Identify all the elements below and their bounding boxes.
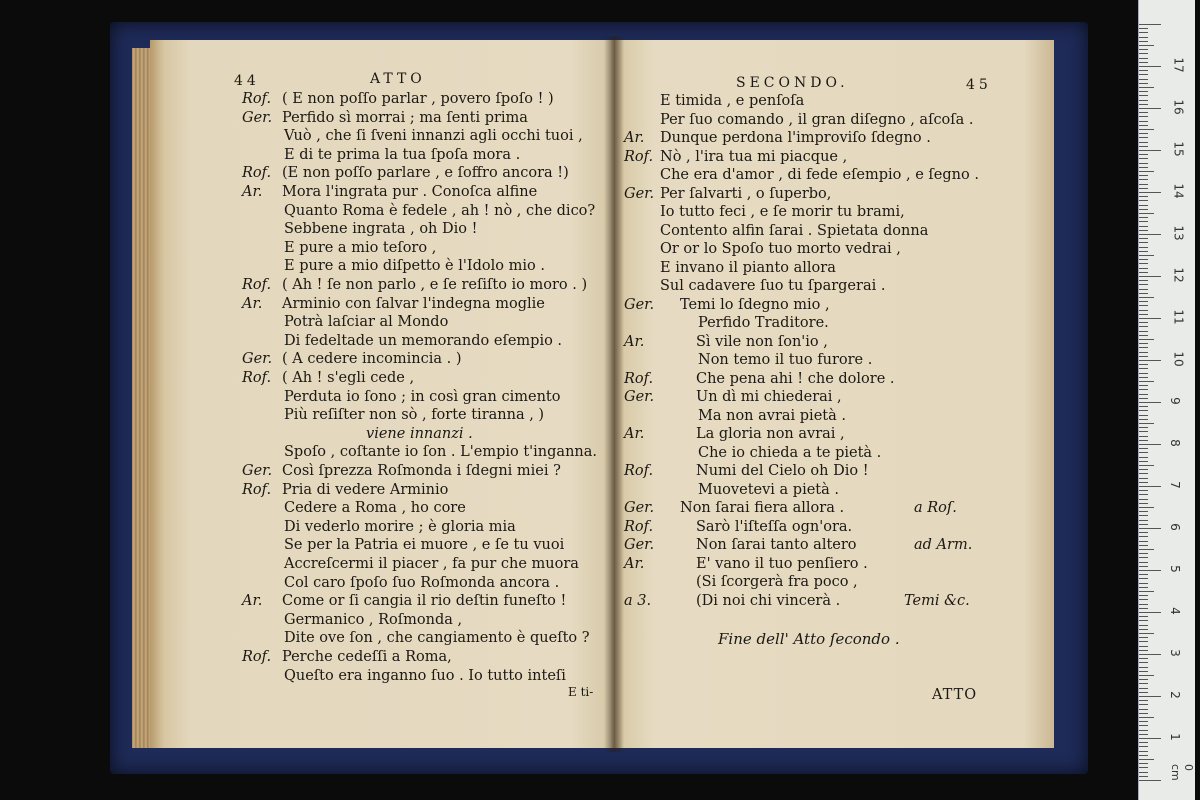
ruler-tick bbox=[1139, 242, 1148, 243]
verse-line: ( Ah ! s'egli cede , bbox=[282, 370, 415, 386]
verse-line: Per ſuo comando , il gran diſegno , aſcoſa . bbox=[660, 111, 974, 128]
ruler-tick bbox=[1139, 528, 1161, 529]
verse-line: Come or ſi cangia il rio deſtin funeſto ! bbox=[282, 593, 567, 610]
ruler-tick bbox=[1139, 654, 1161, 655]
verse-line: Sul cadavere ſuo tu ſpargerai . bbox=[660, 278, 886, 294]
ruler-tick bbox=[1139, 238, 1148, 239]
verse-line: Spoſo , coſtante io ſon . L'empio t'inganna. bbox=[284, 444, 598, 461]
verse-line: E di te prima la tua ſpoſa mora . bbox=[284, 146, 521, 163]
ruler-tick bbox=[1139, 62, 1148, 63]
ruler-tick bbox=[1139, 377, 1148, 378]
speaker-label: Ger. bbox=[242, 109, 273, 126]
ruler-tick bbox=[1139, 213, 1154, 214]
ruler-tick bbox=[1139, 179, 1148, 180]
ruler-tick bbox=[1139, 268, 1148, 269]
ruler-tick bbox=[1139, 717, 1154, 718]
verse-line: Non temo il tuo furore . bbox=[698, 352, 873, 368]
ruler-tick bbox=[1139, 650, 1148, 651]
ruler-tick bbox=[1139, 154, 1148, 155]
ruler-tick bbox=[1139, 196, 1148, 197]
ruler-tick bbox=[1139, 751, 1148, 752]
ruler-tick bbox=[1139, 646, 1148, 647]
ruler-number: 15 bbox=[1171, 141, 1186, 157]
verse-line: La gloria non avrai , bbox=[696, 426, 845, 442]
ruler-tick bbox=[1139, 150, 1161, 151]
ruler-number: 10 bbox=[1171, 351, 1186, 367]
ruler-tick bbox=[1139, 545, 1148, 546]
stage-note: Temi &c. bbox=[904, 592, 970, 609]
verse-line: Non ſarai fiera allora . bbox=[680, 500, 845, 516]
ruler-number: 9 bbox=[1167, 397, 1182, 405]
stage-note: a Roſ. bbox=[914, 500, 957, 516]
ruler-tick bbox=[1139, 373, 1148, 374]
ruler-tick bbox=[1139, 24, 1161, 25]
ruler-tick bbox=[1139, 604, 1148, 605]
speaker-label: Ger. bbox=[624, 185, 655, 202]
speaker-label: Rof. bbox=[624, 518, 654, 535]
ruler-tick bbox=[1139, 578, 1148, 579]
ruler-tick bbox=[1139, 696, 1161, 697]
ruler-tick bbox=[1139, 734, 1148, 735]
ruler-tick bbox=[1139, 759, 1154, 760]
ruler-tick bbox=[1139, 251, 1148, 252]
speaker-label: Rof. bbox=[624, 148, 654, 165]
speaker-label: Rof. bbox=[624, 463, 654, 479]
ruler-tick bbox=[1139, 704, 1148, 705]
ruler-tick bbox=[1139, 587, 1148, 588]
ruler-number: 6 bbox=[1167, 523, 1182, 531]
left-page bbox=[150, 40, 616, 748]
verse-line: Di vederlo morire ; è gloria mia bbox=[284, 518, 516, 535]
ruler-tick bbox=[1139, 289, 1148, 290]
ruler-tick bbox=[1139, 629, 1148, 630]
verse-line: E pure a mio diſpetto è l'Idolo mio . bbox=[284, 258, 545, 275]
book-gutter bbox=[604, 36, 624, 752]
verse-line: Numi del Cielo oh Dio ! bbox=[696, 463, 869, 479]
ruler-tick bbox=[1139, 532, 1148, 533]
ruler-number: 8 bbox=[1167, 439, 1182, 447]
verse-line: Sì vile non ſon'io , bbox=[696, 333, 828, 350]
ruler-tick bbox=[1139, 335, 1148, 336]
ruler-tick bbox=[1139, 402, 1161, 403]
verse-line: Sebbene ingrata , oh Dio ! bbox=[284, 221, 478, 238]
ruler-tick bbox=[1139, 595, 1148, 596]
ruler-tick bbox=[1139, 520, 1148, 521]
ruler-tick bbox=[1139, 553, 1148, 554]
verse-line: Che pena ahi ! che dolore . bbox=[696, 370, 895, 387]
ruler-tick bbox=[1139, 381, 1154, 382]
verse-line: Potrà laſciar al Mondo bbox=[284, 314, 449, 331]
verse-line: Un dì mi chiederai , bbox=[696, 389, 842, 405]
ruler-tick bbox=[1139, 746, 1148, 747]
ruler-tick bbox=[1139, 633, 1154, 634]
verse-line: Perfido sì morrai ; ma ſenti prima bbox=[282, 109, 528, 126]
ruler-tick bbox=[1139, 255, 1154, 256]
ruler-tick bbox=[1139, 142, 1148, 143]
ruler-tick bbox=[1139, 108, 1161, 109]
ruler-tick bbox=[1139, 494, 1148, 495]
stage-note: ad Arm. bbox=[914, 537, 973, 553]
right-page bbox=[614, 40, 1054, 748]
verse-line: Di fedeltade un memorando eſempio . bbox=[284, 332, 563, 349]
ruler-tick bbox=[1139, 100, 1148, 101]
ruler-tick bbox=[1139, 364, 1148, 365]
verse-line: (Di noi chi vincerà . bbox=[696, 592, 841, 609]
ruler-number: 13 bbox=[1171, 225, 1186, 241]
ruler-tick bbox=[1139, 297, 1154, 298]
ruler-tick bbox=[1139, 247, 1148, 248]
verse-line: Quanto Roma è fedele , ah ! nò , che dico? bbox=[284, 202, 596, 219]
speaker-label: Ar. bbox=[242, 295, 263, 312]
verse-line: Che io chieda a te pietà . bbox=[698, 444, 882, 461]
ruler-tick bbox=[1139, 767, 1148, 768]
ruler-number: 2 bbox=[1167, 691, 1182, 699]
verse-line: Ma non avrai pietà . bbox=[698, 407, 846, 424]
speaker-label: Rof. bbox=[242, 370, 272, 386]
verse-line: Muovetevi a pietà . bbox=[698, 481, 839, 498]
ruler-tick bbox=[1139, 32, 1148, 33]
verse-line: E timida , e penſoſa bbox=[660, 93, 805, 109]
ruler-tick bbox=[1139, 347, 1148, 348]
ruler-tick bbox=[1139, 83, 1148, 84]
speaker-label: Ger. bbox=[624, 389, 655, 405]
ruler-unit: 0 cm bbox=[1169, 764, 1195, 781]
ruler-tick bbox=[1139, 146, 1148, 147]
running-head: ATTO bbox=[370, 71, 426, 87]
ruler-tick bbox=[1139, 457, 1148, 458]
ruler-tick bbox=[1139, 322, 1148, 323]
verse-line: Accreſcermi il piacer , fa pur che muora bbox=[284, 556, 579, 572]
ruler-tick bbox=[1139, 641, 1148, 642]
verse-line: E' vano il tuo penſiero . bbox=[696, 555, 868, 572]
ruler-tick bbox=[1139, 226, 1148, 227]
ruler-tick bbox=[1139, 692, 1148, 693]
page-number: 44 bbox=[234, 73, 260, 89]
measuring-ruler bbox=[1138, 0, 1195, 800]
ruler-tick bbox=[1139, 427, 1148, 428]
ruler-tick bbox=[1139, 263, 1148, 264]
ruler-tick bbox=[1139, 205, 1148, 206]
ruler-tick bbox=[1139, 448, 1148, 449]
ruler-tick bbox=[1139, 389, 1148, 390]
running-head: SECONDO. bbox=[736, 75, 849, 91]
ruler-tick bbox=[1139, 486, 1161, 487]
ruler-tick bbox=[1139, 616, 1148, 617]
ruler-tick bbox=[1139, 490, 1148, 491]
ruler-tick bbox=[1139, 209, 1148, 210]
ruler-tick bbox=[1139, 28, 1148, 29]
ruler-tick bbox=[1139, 713, 1148, 714]
ruler-tick bbox=[1139, 423, 1154, 424]
ruler-tick bbox=[1139, 112, 1148, 113]
verse-line: Non ſarai tanto altero bbox=[696, 537, 857, 553]
ruler-tick bbox=[1139, 612, 1161, 613]
ruler-tick bbox=[1139, 671, 1148, 672]
speaker-label: Ger. bbox=[242, 351, 273, 368]
ruler-tick bbox=[1139, 163, 1148, 164]
ruler-tick bbox=[1139, 95, 1148, 96]
ruler-tick bbox=[1139, 583, 1148, 584]
ruler-tick bbox=[1139, 129, 1154, 130]
ruler-tick bbox=[1139, 133, 1148, 134]
verse-line: Io tutto feci , e ſe morir tu brami, bbox=[660, 204, 905, 220]
verse-line: Che era d'amor , di fede eſempio , e ſegno . bbox=[660, 167, 979, 183]
verse-line: Più reſiſter non sò , forte tiranna , ) bbox=[284, 407, 545, 424]
speaker-label: Rof. bbox=[242, 481, 272, 498]
ruler-tick bbox=[1139, 53, 1148, 54]
ruler-tick bbox=[1139, 259, 1148, 260]
ruler-tick bbox=[1139, 444, 1161, 445]
verse-line: Perche cedeſſi a Roma, bbox=[282, 649, 452, 665]
verse-line: Per ſalvarti , o ſuperbo, bbox=[660, 185, 832, 202]
verse-line: Arminio con ſalvar l'indegna moglie bbox=[282, 295, 545, 312]
ruler-tick bbox=[1139, 574, 1148, 575]
verse-line: Dunque perdona l'improviſo ſdegno . bbox=[660, 130, 931, 146]
ruler-tick bbox=[1139, 763, 1148, 764]
speaker-label: Ar. bbox=[624, 130, 645, 146]
ruler-tick bbox=[1139, 625, 1148, 626]
ruler-tick bbox=[1139, 599, 1148, 600]
ruler-tick bbox=[1139, 511, 1148, 512]
ruler-tick bbox=[1139, 305, 1148, 306]
ruler-tick bbox=[1139, 104, 1148, 105]
verse-line: Or or lo Spoſo tuo morto vedrai , bbox=[660, 241, 901, 257]
ruler-tick bbox=[1139, 331, 1148, 332]
ruler-tick bbox=[1139, 314, 1148, 315]
ruler-tick bbox=[1139, 276, 1161, 277]
ruler-tick bbox=[1139, 730, 1148, 731]
ruler-tick bbox=[1139, 562, 1148, 563]
speaker-label: Rof. bbox=[242, 91, 272, 107]
speaker-label: Ger. bbox=[624, 296, 655, 313]
ruler-tick bbox=[1139, 700, 1148, 701]
ruler-tick bbox=[1139, 171, 1154, 172]
ruler-tick bbox=[1139, 772, 1148, 773]
ruler-number: 7 bbox=[1167, 481, 1182, 489]
ruler-number: 1 bbox=[1167, 733, 1182, 741]
ruler-tick bbox=[1139, 725, 1148, 726]
ruler-tick bbox=[1139, 70, 1148, 71]
ruler-tick bbox=[1139, 192, 1161, 193]
ruler-tick bbox=[1139, 503, 1148, 504]
ruler-tick bbox=[1139, 515, 1148, 516]
ruler-tick bbox=[1139, 406, 1148, 407]
ruler-tick bbox=[1139, 469, 1148, 470]
ruler-number: 4 bbox=[1167, 607, 1182, 615]
verse-line: Perduta io ſono ; in così gran cimento bbox=[284, 388, 561, 405]
ruler-tick bbox=[1139, 66, 1161, 67]
ruler-tick bbox=[1139, 41, 1148, 42]
ruler-tick bbox=[1139, 431, 1148, 432]
ruler-tick bbox=[1139, 272, 1148, 273]
ruler-tick bbox=[1139, 524, 1148, 525]
ruler-number: 12 bbox=[1171, 267, 1186, 283]
speaker-label: Ar. bbox=[624, 555, 645, 572]
ruler-tick bbox=[1139, 755, 1148, 756]
ruler-tick bbox=[1139, 688, 1148, 689]
ruler-tick bbox=[1139, 683, 1148, 684]
ruler-tick bbox=[1139, 742, 1148, 743]
ruler-tick bbox=[1139, 536, 1148, 537]
verse-line: Pria di vedere Arminio bbox=[282, 481, 449, 498]
ruler-tick bbox=[1139, 482, 1148, 483]
ruler-tick bbox=[1139, 221, 1148, 222]
ruler-tick bbox=[1139, 566, 1148, 567]
ruler-tick bbox=[1139, 499, 1148, 500]
ruler-tick bbox=[1139, 284, 1148, 285]
verse-line: E invano il pianto allora bbox=[660, 259, 836, 276]
ruler-tick bbox=[1139, 293, 1148, 294]
ruler-number: 16 bbox=[1171, 99, 1186, 115]
ruler-tick bbox=[1139, 339, 1154, 340]
verse-line: Se per la Patria ei muore , e ſe tu vuoi bbox=[284, 537, 565, 554]
ruler-tick bbox=[1139, 620, 1148, 621]
ruler-tick bbox=[1139, 721, 1148, 722]
ruler-tick bbox=[1139, 394, 1148, 395]
speaker-label: Rof. bbox=[624, 370, 654, 387]
verse-line: ( A cedere incomincia . ) bbox=[282, 351, 462, 368]
verse-line: Così ſprezza Roſmonda i ſdegni miei ? bbox=[282, 463, 561, 479]
ruler-tick bbox=[1139, 301, 1148, 302]
ruler-tick bbox=[1139, 37, 1148, 38]
ruler-tick bbox=[1139, 410, 1148, 411]
ruler-tick bbox=[1139, 608, 1148, 609]
ruler-tick bbox=[1139, 87, 1154, 88]
verse-line: Sarò l'iſteſſa ogn'ora. bbox=[696, 518, 853, 535]
ruler-tick bbox=[1139, 709, 1148, 710]
ruler-tick bbox=[1139, 58, 1148, 59]
ruler-tick bbox=[1139, 591, 1154, 592]
ruler-tick bbox=[1139, 776, 1148, 777]
ruler-tick bbox=[1139, 356, 1148, 357]
ruler-tick bbox=[1139, 116, 1148, 117]
ruler-tick bbox=[1139, 280, 1148, 281]
speaker-label: Ger. bbox=[624, 537, 655, 553]
ruler-number: 14 bbox=[1171, 183, 1186, 199]
ruler-tick bbox=[1139, 188, 1148, 189]
verse-line: Contento alfin ſarai . Spietata donna bbox=[660, 222, 929, 239]
ruler-tick bbox=[1139, 74, 1148, 75]
ruler-tick bbox=[1139, 45, 1154, 46]
ruler-tick bbox=[1139, 415, 1148, 416]
speaker-label: Ar. bbox=[242, 184, 263, 200]
catchword: ATTO bbox=[932, 687, 978, 703]
verse-line: Perfido Traditore. bbox=[698, 315, 829, 331]
ruler-tick bbox=[1139, 217, 1148, 218]
ruler-tick bbox=[1139, 200, 1148, 201]
speaker-label: Rof. bbox=[242, 165, 272, 182]
ruler-tick bbox=[1139, 440, 1148, 441]
ruler-tick bbox=[1139, 385, 1148, 386]
ruler-tick bbox=[1139, 175, 1148, 176]
ruler-tick bbox=[1139, 419, 1148, 420]
ruler-tick bbox=[1139, 167, 1148, 168]
ruler-tick bbox=[1139, 557, 1148, 558]
speaker-label: Ar. bbox=[624, 426, 645, 442]
ruler-tick bbox=[1139, 507, 1154, 508]
speaker-label: a 3. bbox=[624, 592, 652, 609]
catchword: E ti- bbox=[568, 685, 594, 700]
verse-line: (E non poſſo parlare , e ſoffro ancora !) bbox=[282, 165, 569, 182]
speaker-label: Ar. bbox=[624, 333, 645, 350]
ruler-tick bbox=[1139, 125, 1148, 126]
ruler-tick bbox=[1139, 360, 1161, 361]
ruler-tick bbox=[1139, 326, 1148, 327]
verse-line: Mora l'ingrata pur . Conoſca alfine bbox=[282, 184, 538, 200]
ruler-tick bbox=[1139, 368, 1148, 369]
ruler-number: 5 bbox=[1167, 565, 1182, 573]
ruler-tick bbox=[1139, 478, 1148, 479]
verse-line: Germanico , Roſmonda , bbox=[284, 611, 463, 628]
verse-line: Temi lo ſdegno mio , bbox=[680, 296, 830, 313]
ruler-tick bbox=[1139, 49, 1148, 50]
speaker-label: Ger. bbox=[624, 500, 655, 516]
verse-line: Cedere a Roma , ho core bbox=[284, 500, 466, 517]
ruler-tick bbox=[1139, 679, 1148, 680]
verse-line: Vuò , che ſi ſveni innanzi agli occhi tuoi , bbox=[284, 128, 583, 145]
ruler-tick bbox=[1139, 738, 1161, 739]
ruler-tick bbox=[1139, 184, 1148, 185]
ruler-tick bbox=[1139, 343, 1148, 344]
verse-line: ( Ah ! ſe non parlo , e ſe reſiſto io moro . ) bbox=[282, 277, 588, 293]
ruler-tick bbox=[1139, 452, 1148, 453]
verse-line: Dite ove ſon , che cangiamento è queſto ? bbox=[284, 630, 590, 647]
ruler-tick bbox=[1139, 310, 1148, 311]
verse-line: (Si ſcorgerà fra poco , bbox=[696, 574, 858, 590]
ruler-tick bbox=[1139, 230, 1148, 231]
ruler-tick bbox=[1139, 318, 1161, 319]
ruler-tick bbox=[1139, 137, 1148, 138]
ruler-tick bbox=[1139, 461, 1148, 462]
ruler-tick bbox=[1139, 79, 1148, 80]
ruler-number: 17 bbox=[1171, 57, 1186, 73]
ruler-tick bbox=[1139, 662, 1148, 663]
ruler-tick bbox=[1139, 667, 1148, 668]
ruler-tick bbox=[1139, 158, 1148, 159]
verse-line: Queſto era inganno ſuo . Io tutto inteſi bbox=[284, 667, 566, 684]
speaker-label: Ger. bbox=[242, 463, 273, 479]
speaker-label: Rof. bbox=[242, 277, 272, 293]
ruler-tick bbox=[1139, 473, 1148, 474]
ruler-tick bbox=[1139, 91, 1148, 92]
verse-line: Nò , l'ira tua mi piacque , bbox=[660, 148, 848, 165]
ruler-tick bbox=[1139, 398, 1148, 399]
verse-line: E pure a mio teſoro , bbox=[284, 239, 437, 256]
speaker-label: Rof. bbox=[242, 649, 272, 665]
ruler-tick bbox=[1139, 658, 1148, 659]
ruler-number: 11 bbox=[1171, 309, 1186, 325]
ruler-tick bbox=[1139, 637, 1148, 638]
speaker-label: Ar. bbox=[242, 593, 263, 610]
verse-line: Col caro ſpoſo ſuo Roſmonda ancora . bbox=[284, 574, 560, 591]
ruler-tick bbox=[1139, 352, 1148, 353]
ruler-tick bbox=[1139, 570, 1161, 571]
stage-direction: viene innanzi . bbox=[366, 425, 473, 442]
ruler-tick bbox=[1139, 234, 1161, 235]
page-number: 45 bbox=[966, 77, 992, 93]
ruler-tick bbox=[1139, 780, 1161, 781]
ruler-tick bbox=[1139, 465, 1154, 466]
ruler-tick bbox=[1139, 549, 1154, 550]
verse-line: ( E non poſſo parlar , povero ſpoſo ! ) bbox=[282, 91, 554, 107]
ruler-tick bbox=[1139, 541, 1148, 542]
ruler-number: 3 bbox=[1167, 649, 1182, 657]
act-ending: Fine dell' Atto ſecondo . bbox=[718, 630, 900, 648]
ruler-tick bbox=[1139, 436, 1148, 437]
ruler-tick bbox=[1139, 675, 1154, 676]
ruler-tick bbox=[1139, 121, 1148, 122]
